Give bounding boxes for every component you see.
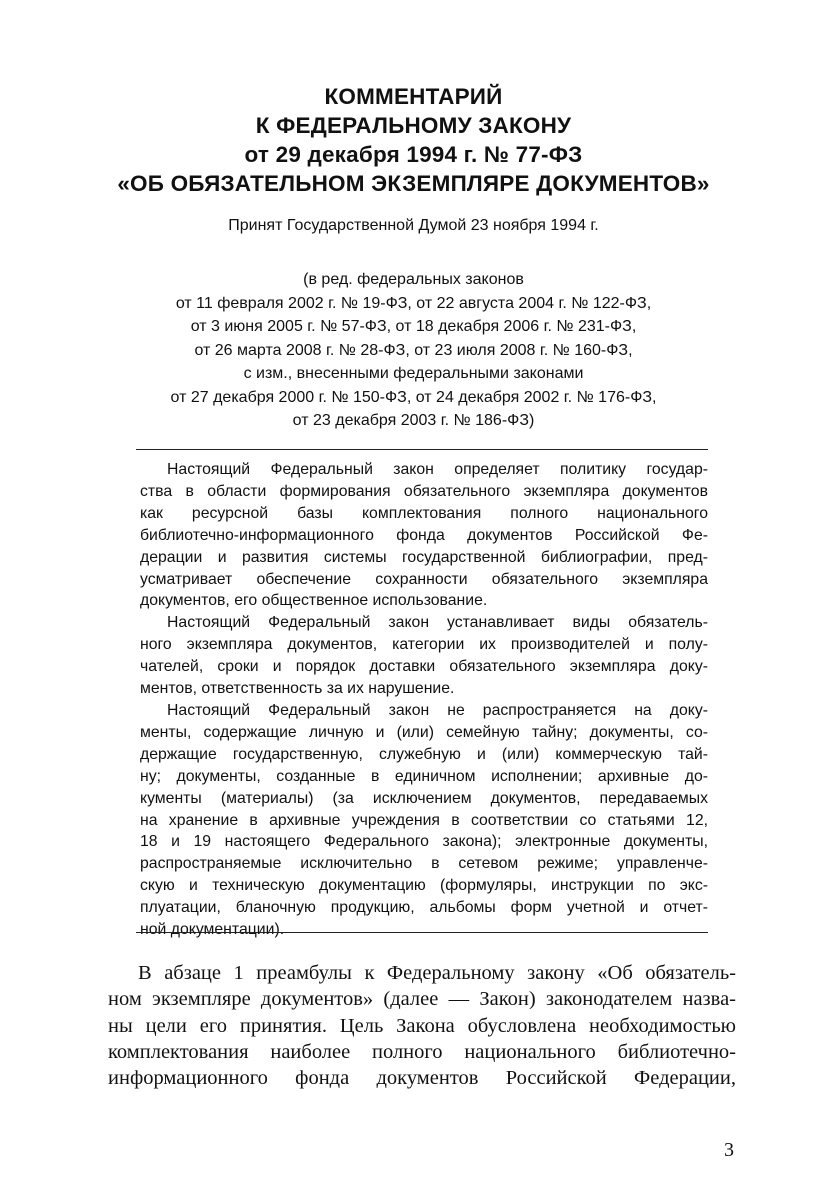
page-number: 3 [724,1139,734,1161]
preamble-line: как ресурсной базы комплектования полного национального [140,504,708,522]
preamble-bottom-rule [136,932,708,933]
preamble-line: Настоящий Федеральный закон определяет политику государ- [167,461,708,478]
preamble-line: библиотечно-информационного фонда документов Российской Фе- [140,526,708,544]
preamble-line: ного экземпляра документов, категории их производителей и полу- [140,636,708,654]
title-line: КОММЕНТАРИЙ [324,84,503,109]
preamble-line: ной документации). [140,921,285,939]
amendment-line: от 27 декабря 2000 г. № 150-ФЗ, от 24 декабря 2002 г. № 176-ФЗ, [170,388,657,406]
title-line: «ОБ ОБЯЗАТЕЛЬНОМ ЭКЗЕМПЛЯРЕ ДОКУМЕНТОВ» [117,171,710,196]
law-preamble [140,459,708,941]
preamble-line: ну; документы, созданные в единичном исполнении; архивные до- [140,767,708,785]
preamble-line: держащие государственную, служебную и (или) коммерческую тай- [140,745,708,763]
preamble-line: Настоящий Федеральный закон устанавливает виды обязатель- [167,614,708,632]
preamble-line: на хранение в архивные учреждения в соответствии со статьями 12, [140,811,708,829]
preamble-line: кументы (материалы) (за исключением документов, передаваемых [140,789,708,807]
preamble-line: распространяемые исключительно в сетевом режиме; управленче- [140,855,708,873]
body-line: комплектования наиболее полного национального библиотечно- [108,1040,736,1063]
body-line: информационного фонда документов Российской Федерации, [108,1067,736,1090]
amendments-note [0,268,827,433]
preamble-line: скую и техническую документацию (формуляры, инструкции по экс- [140,877,708,895]
amendment-line: от 26 марта 2008 г. № 28-ФЗ, от 23 июля 2008 г. № 160-ФЗ, [194,341,633,359]
amendment-line: с изм., внесенными федеральными законами [243,365,584,382]
adoption-note: Принят Государственной Думой 23 ноября 1994 г. [228,217,599,234]
preamble-line: ментов, ответственность за их нарушение. [140,680,455,698]
amendment-line: (в ред. федеральных законов [303,271,524,288]
body-line: ном экземпляре документов» (далее — Закон) законодателем назва- [108,988,736,1011]
amendment-line: от 3 июня 2005 г. № 57-ФЗ, от 18 декабря 2006 г. № 231-ФЗ, [190,318,637,335]
amendment-line: от 11 февраля 2002 г. № 19-ФЗ, от 22 августа 2004 г. № 122-ФЗ, [175,294,652,312]
amendment-line: от 23 декабря 2003 г. № 186-ФЗ) [292,412,535,429]
preamble-line: менты, содержащие личную и (или) семейную тайну; документы, со- [140,723,708,741]
body-line: ны цели его принятия. Цель Закона обусловлена необходимостью [108,1014,736,1037]
preamble-line: плуатации, бланочную продукцию, альбомы форм учетной и отчет- [140,899,708,917]
preamble-line: 18 и 19 настоящего Федерального закона); электронные документы, [140,833,708,851]
commentary-body [108,960,736,1091]
title-line: К ФЕДЕРАЛЬНОМУ ЗАКОНУ [255,113,572,138]
preamble-line: дерации и развития системы государственной библиографии, пред- [140,548,708,566]
body-line: В абзаце 1 преамбулы к Федеральному закону «Об обязатель- [138,962,736,984]
preamble-line: чателей, сроки и порядок доставки обязательного экземпляра доку- [140,658,708,676]
preamble-line: усматривает обеспечение сохранности обязательного экземпляра [140,570,708,588]
title-line: от 29 декабря 1994 г. № 77-ФЗ [244,142,583,167]
preamble-line: документов, его общественное использование. [140,592,488,610]
document-title [0,82,827,198]
preamble-top-rule [136,449,708,450]
preamble-line: Настоящий Федеральный закон не распространяется на доку- [167,701,708,719]
preamble-line: ства в области формирования обязательного экземпляра документов [140,482,708,500]
